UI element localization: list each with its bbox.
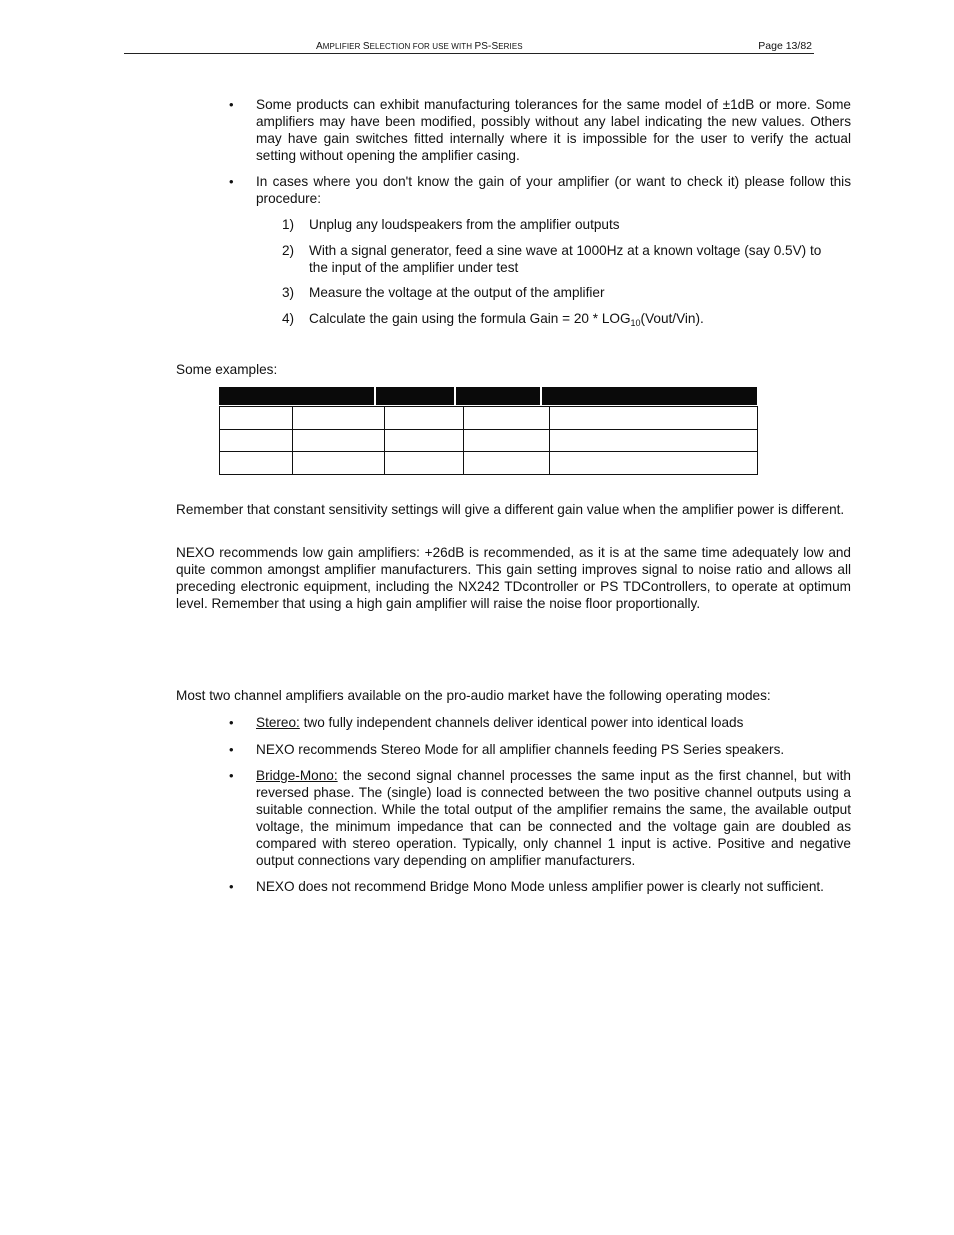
title-rest-a: MPLIFIER — [322, 42, 363, 51]
step-text: Unplug any loudspeakers from the amplifier outputs — [309, 217, 620, 232]
step-text-formula — [309, 310, 839, 327]
bullet-text-bridge-not-recommended: NEXO does not recommend Bridge Mono Mode unless amplifier power is clearly not sufficient. — [256, 879, 824, 894]
table-cell — [385, 407, 464, 430]
step-number: 2) — [282, 243, 295, 258]
header-separator — [454, 387, 456, 405]
table-cell — [220, 452, 293, 475]
table-cell — [220, 429, 293, 452]
table-row — [220, 452, 758, 475]
table-cell — [385, 452, 464, 475]
document-title — [316, 39, 523, 54]
table-cell — [464, 407, 550, 430]
paragraph-operating-modes: Most two channel amplifiers available on the pro-audio market have the following operating modes: — [176, 688, 771, 703]
step-text: With a signal generator, feed a sine wave at 1000Hz at a known voltage (say 0.5V) to the input of the amplifier under test — [309, 243, 822, 275]
table-cell — [464, 452, 550, 475]
bridge-mono-description: the second signal channel processes the same input as the first channel, but with reversed phase. The (single) load is connected between the two positive channel outputs using a suitable connection. While the total output of the amplifier remains the same, the available output voltage, the minimum impedance that can be connected and the voltage gain are doubled as compared with stereo operation. Typically, only channel 1 input is active. Positive and negative output connections vary depending on amplifier manufacturers. — [256, 768, 851, 868]
paragraph-sensitivity: Remember that constant sensitivity settings will give a different gain value when the amplifier power is different. — [176, 502, 845, 517]
bullet-symbol: • — [229, 768, 234, 783]
title-cap-s: S — [362, 41, 370, 52]
page-header — [124, 38, 814, 54]
title-cap-a: A — [316, 41, 323, 52]
bullet-text-procedure: In cases where you don't know the gain of your amplifier (or want to check it) please follow this procedure: — [256, 174, 851, 206]
table-row — [220, 429, 758, 452]
table-cell — [550, 407, 758, 430]
table-row — [220, 407, 758, 430]
table-cell — [550, 429, 758, 452]
table-header-row — [219, 387, 757, 405]
step-text: Measure the voltage at the output of the amplifier — [309, 285, 605, 300]
title-rest-series: ERIES — [498, 42, 523, 51]
bullet-symbol: • — [229, 97, 234, 112]
bullet-symbol: • — [229, 715, 234, 730]
table-cell — [220, 407, 293, 430]
formula-text: Calculate the gain using the formula Gain = 20 * LOG — [309, 311, 631, 326]
title-rest-s: ELECTION FOR USE WITH — [369, 42, 475, 51]
header-separator — [540, 387, 542, 405]
examples-label: Some examples: — [176, 362, 278, 377]
formula-text-end: (Vout/Vin). — [640, 311, 704, 326]
header-separator — [374, 387, 376, 405]
table-cell — [293, 452, 385, 475]
bullet-symbol: • — [229, 879, 234, 894]
bridge-mono-label: Bridge-Mono: — [256, 768, 338, 783]
stereo-description: two fully independent channels deliver identical power into identical loads — [299, 715, 744, 730]
bullet-text-tolerances: Some products can exhibit manufacturing tolerances for the same model of ±1dB or more. Some amplifiers may have been modified, possibly without any label indicating the new values. Others may have gain switches fitted internally where it is impossible for the user to verify the actual setting without opening the amplifier casing. — [256, 97, 851, 163]
bullet-symbol: • — [229, 742, 234, 757]
step-number: 1) — [282, 217, 295, 232]
table-cell — [293, 407, 385, 430]
stereo-label: Stereo: — [256, 715, 300, 730]
table-cell — [464, 429, 550, 452]
bullet-text-stereo — [256, 714, 851, 731]
formula-subscript: 10 — [630, 318, 641, 328]
step-number: 4) — [282, 311, 295, 326]
bullet-symbol: • — [229, 174, 234, 189]
table-cell — [385, 429, 464, 452]
step-number: 3) — [282, 285, 295, 300]
title-ps: PS-S — [474, 41, 499, 52]
bullet-text-bridge-mono — [256, 767, 851, 869]
table-cell — [550, 452, 758, 475]
table-cell — [293, 429, 385, 452]
page-number: Page 13/82 — [758, 40, 812, 52]
table-body — [219, 406, 758, 475]
bullet-text-stereo-recommend: NEXO recommends Stereo Mode for all amplifier channels feeding PS Series speakers. — [256, 742, 785, 757]
paragraph-recommendation: NEXO recommends low gain amplifiers: +26dB is recommended, as it is at the same time adequately low and quite common amongst amplifier manufacturers. This gain setting improves signal to noise ratio and allows all preceding electronic equipment, including the NX242 TDcontroller or PS TDControllers, to operate at optimum level. Remember that using a high gain amplifier will raise the noise floor proportionally. — [176, 545, 851, 611]
